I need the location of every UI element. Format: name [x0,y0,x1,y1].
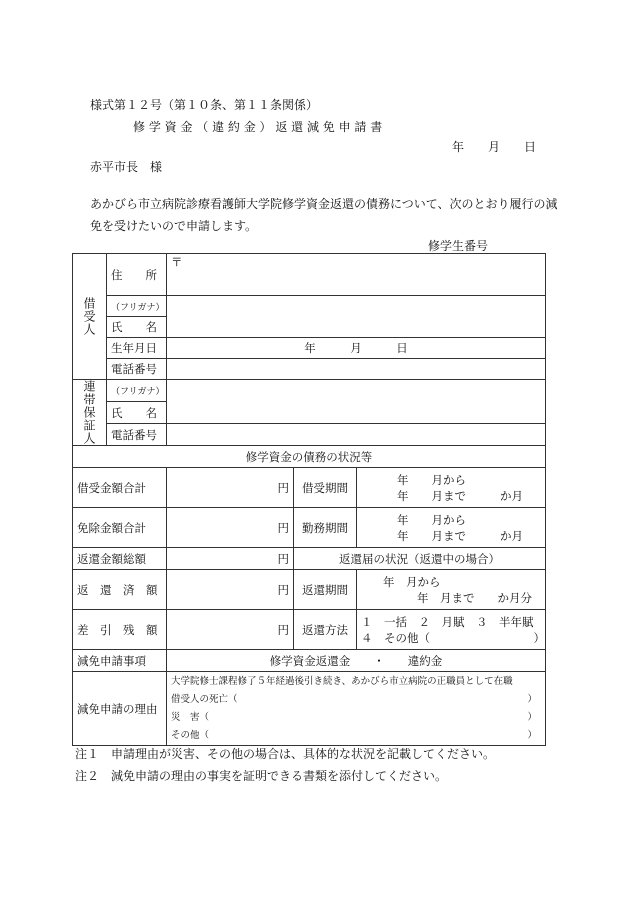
address-field[interactable]: 〒 [167,254,546,296]
status-heading: 修学資金の債務の状況等 [73,446,546,468]
student-number: 修学生番号 [428,237,546,254]
application-table: 借受人 住 所 〒 （フリガナ） 氏 名 生年月日 年 月 日 電話番号 連帯保証人 （フリガナ） 氏 名 電話番号 修学資金の債務の状況等 借受金額合計 円 借受期間 年 月から 年 月まで か月 免除金額合計 円 勤務期間 年 月から 年 月まで か月 返還金額総額 円 返還届の状況（返還中の場合） 返 還 済 額 円 返還期間 年 月から 年 月まで か月分 差 引 残 額 円 返還方法 １ 一括 ２ 月賦 ３ 半年賦 ４ その他（ ） 減免申請事項 修学資金返還金 ・ 違約金 減免申請の理由 大学院修士課程修了５年経過後引き続き、あかびら市立病院の正職員として在職 借受人の死亡（ ） 災 害（ ） その他（ ） [72,253,546,746]
note-1: 注１ 申請理由が災害、その他の場合は、具体的な状況を記載してください。 [75,747,496,761]
guarantor-name-field[interactable] [167,380,546,424]
addressee: 赤平市長 様 [90,160,163,174]
intro-line-2: 免を受けたいので申請します。 [90,219,258,233]
guarantor-label: 連帯保証人 [73,380,107,446]
borrower-phone-field[interactable] [167,359,546,380]
borrower-label: 借受人 [73,254,107,380]
note-2: 注２ 減免申請の理由の事実を証明できる書類を添付してください。 [75,769,448,783]
dob-field[interactable]: 年 月 日 [167,338,546,359]
guarantor-phone-field[interactable] [167,424,546,446]
form-number: 様式第１２号（第１０条、第１１条関係） [90,98,319,112]
form-title: 修 学 資 金 （ 違 約 金 ） 返 還 減 免 申 請 書 [133,120,383,134]
date-line: 年 月 日 [452,140,537,154]
borrower-name-field[interactable] [167,296,546,338]
intro-line-1: あかびら市立病院診療看護師大学院修学資金返還の債務について、次のとおり履行の減 [90,197,558,211]
